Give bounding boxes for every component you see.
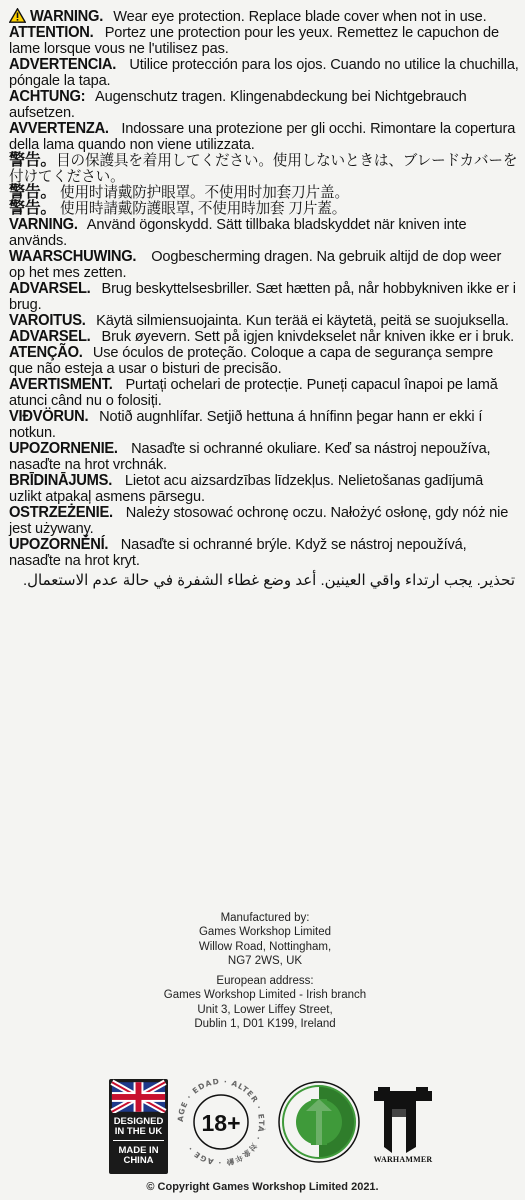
warning-text: Nasaďte si ochranné brýle. Když se nástroj nepoužívá, nasaďte na hrot kryt. xyxy=(9,537,467,569)
warning-heading: UPOZORNĚNÍ. xyxy=(9,536,109,553)
warning-text: 目の保護具を着用してください。使用しないときは、ブレードカバーを付けてください。 xyxy=(9,153,518,185)
copyright-notice: © Copyright Games Workshop Limited 2021. xyxy=(146,1181,379,1193)
warning-nl xyxy=(9,249,519,281)
designed-in-uk-badge xyxy=(109,1079,168,1174)
warhammer-logo xyxy=(368,1087,438,1172)
warning-cs xyxy=(9,537,519,569)
age-ring-text: AGE · EDAD · ALTER · ETÀ · 対象年齢 · AGE · xyxy=(175,1076,267,1168)
warning-text: Purtați ochelari de protecție. Puneți capacul înapoi pe lamă atunci când nu o folosiți. xyxy=(9,377,498,409)
warhammer-emblem xyxy=(368,1087,438,1155)
warning-ja xyxy=(9,153,519,185)
manufacturer-name: Games Workshop Limited xyxy=(198,926,332,939)
warning-text: Portez une protection pour les yeux. Remettez le capuchon de lame lorsque vous ne l'utilisez pas. xyxy=(9,25,499,57)
warning-fr xyxy=(9,25,519,57)
warning-heading: BRĪDINĀJUMS. xyxy=(9,472,113,489)
warning-heading: ADVARSEL. xyxy=(9,328,91,345)
warning-heading: VIÐVÖRUN. xyxy=(9,408,89,425)
warning-heading: VAROITUS. xyxy=(9,312,86,329)
warning-zh-hans xyxy=(9,185,519,201)
warning-heading: UPOZORNENIE. xyxy=(9,440,118,457)
warning-pl xyxy=(9,505,519,537)
warning-text: 使用时请戴防护眼罩。不使用时加套刀片盖。 xyxy=(60,185,349,201)
warning-text: Nasaďte si ochranné okuliare. Keď sa nástroj nepoužíva, nasaďte na hrot vrchnák. xyxy=(9,441,491,473)
designed-line-2: IN THE UK xyxy=(114,1126,163,1137)
age-label: 18+ xyxy=(201,1110,241,1136)
warning-text: Indossare una protezione per gli occhi. Rimontare la copertura della lama quando non viene utilizzata. xyxy=(9,121,516,153)
warning-text: Använd ögonskydd. Sätt tillbaka bladskyddet när kniven inte används. xyxy=(9,217,467,249)
warning-triangle-icon xyxy=(9,8,26,23)
warning-heading: ADVARSEL. xyxy=(9,280,91,297)
warning-heading: ACHTUNG: xyxy=(9,88,86,105)
warning-heading: ADVERTENCIA. xyxy=(9,56,117,73)
warning-ar: تحذير. يجب ارتداء واقي العينين. أعد وضع غطاء الشفرة في حالة عدم الاستعمال. xyxy=(22,572,515,589)
warning-text: Oogbescherming dragen. Na gebruik altijd de dop weer op het mes zetten. xyxy=(9,249,502,281)
warning-text: Bruk øyevern. Sett på igjen knivdekselet når kniven ikke er i bruk. xyxy=(101,329,515,345)
warning-text: Należy stosować ochronę oczu. Nałożyć osłonę, gdy nóż nie jest używany. xyxy=(9,505,509,537)
logo-row xyxy=(0,1075,525,1175)
warning-it xyxy=(9,121,519,153)
age-18-badge xyxy=(175,1076,267,1168)
warning-heading: OSTRZEŻENIE. xyxy=(9,504,113,521)
warning-heading: 警告。 xyxy=(9,184,57,201)
warning-text: Augenschutz tragen. Klingenabdeckung bei Nichtgebrauch aufsetzen. xyxy=(9,89,467,121)
eu-street: Unit 3, Lower Liffey Street, xyxy=(197,1003,333,1016)
warning-heading: WARNING. xyxy=(30,8,104,25)
warning-de xyxy=(9,89,519,121)
manufactured-label: Manufactured by: xyxy=(220,912,310,924)
warning-heading: 警告。 xyxy=(9,200,57,217)
warning-ro xyxy=(9,377,519,409)
designed-line-1: DESIGNED xyxy=(113,1116,164,1127)
warhammer-wordmark: WARHAMMER xyxy=(373,1155,433,1164)
warning-text: Brug beskyttelsesbriller. Sæt hætten på, når hobbykniven ikke er i brug. xyxy=(9,281,516,313)
manufacturer-postcode: NG7 2WS, UK xyxy=(227,954,303,967)
address-block xyxy=(140,911,390,1031)
warning-sv xyxy=(9,217,519,249)
eu-company: Games Workshop Limited - Irish branch xyxy=(163,989,367,1002)
warning-heading: 警告。 xyxy=(9,152,57,169)
green-dot-recycle-icon xyxy=(278,1081,360,1163)
made-line-2: CHINA xyxy=(123,1155,154,1166)
warning-text: Käytä silmiensuojainta. Kun terää ei käytetä, peitä se suojuksella. xyxy=(96,313,509,329)
warning-heading: ATTENTION. xyxy=(9,24,94,41)
warning-heading: VARNING. xyxy=(9,216,78,233)
warning-heading: ATENÇÃO. xyxy=(9,344,83,361)
warning-es xyxy=(9,57,519,89)
warning-text: Use óculos de proteção. Coloque a capa de segurança sempre que não esteja a usar o bisturi de precisão. xyxy=(9,345,494,377)
european-address-label: European address: xyxy=(216,975,314,988)
warning-text: Wear eye protection. Replace blade cover when not in use. xyxy=(113,9,487,25)
warning-zh-hant xyxy=(9,201,519,217)
warning-text-block xyxy=(9,8,519,590)
warning-sk xyxy=(9,441,519,473)
warning-pt xyxy=(9,345,519,377)
age-badge-graphic xyxy=(175,1076,267,1168)
warning-no xyxy=(9,329,519,345)
warning-fi xyxy=(9,313,519,329)
warning-text: Utilice protección para los ojos. Cuando no utilice la chuchilla, póngale la tapa. xyxy=(9,57,519,89)
warning-en xyxy=(9,8,519,25)
warning-heading: AVERTISMENT. xyxy=(9,376,113,393)
uk-flag-icon xyxy=(109,1079,168,1113)
warning-da xyxy=(9,281,519,313)
warning-text: Notið augnhlífar. Setjið hettuna á hnífinn þegar hann er ekki í notkun. xyxy=(9,409,483,441)
made-line-1: MADE IN xyxy=(118,1145,159,1156)
warning-text: 使用時請戴防護眼罩, 不使用時加套 刀片蓋。 xyxy=(60,201,347,217)
warning-text: Lietot acu aizsardzības līdzekļus. Nelietošanas gadījumā uzlikt atpakaļ asmens pārsegu. xyxy=(9,473,484,505)
warning-heading: AVVERTENZA. xyxy=(9,120,109,137)
manufacturer-street: Willow Road, Nottingham, xyxy=(198,940,332,953)
eu-city: Dublin 1, D01 K199, Ireland xyxy=(194,1018,336,1031)
warning-is xyxy=(9,409,519,441)
warning-heading: WAARSCHUWING. xyxy=(9,248,137,265)
warning-lv xyxy=(9,473,519,505)
